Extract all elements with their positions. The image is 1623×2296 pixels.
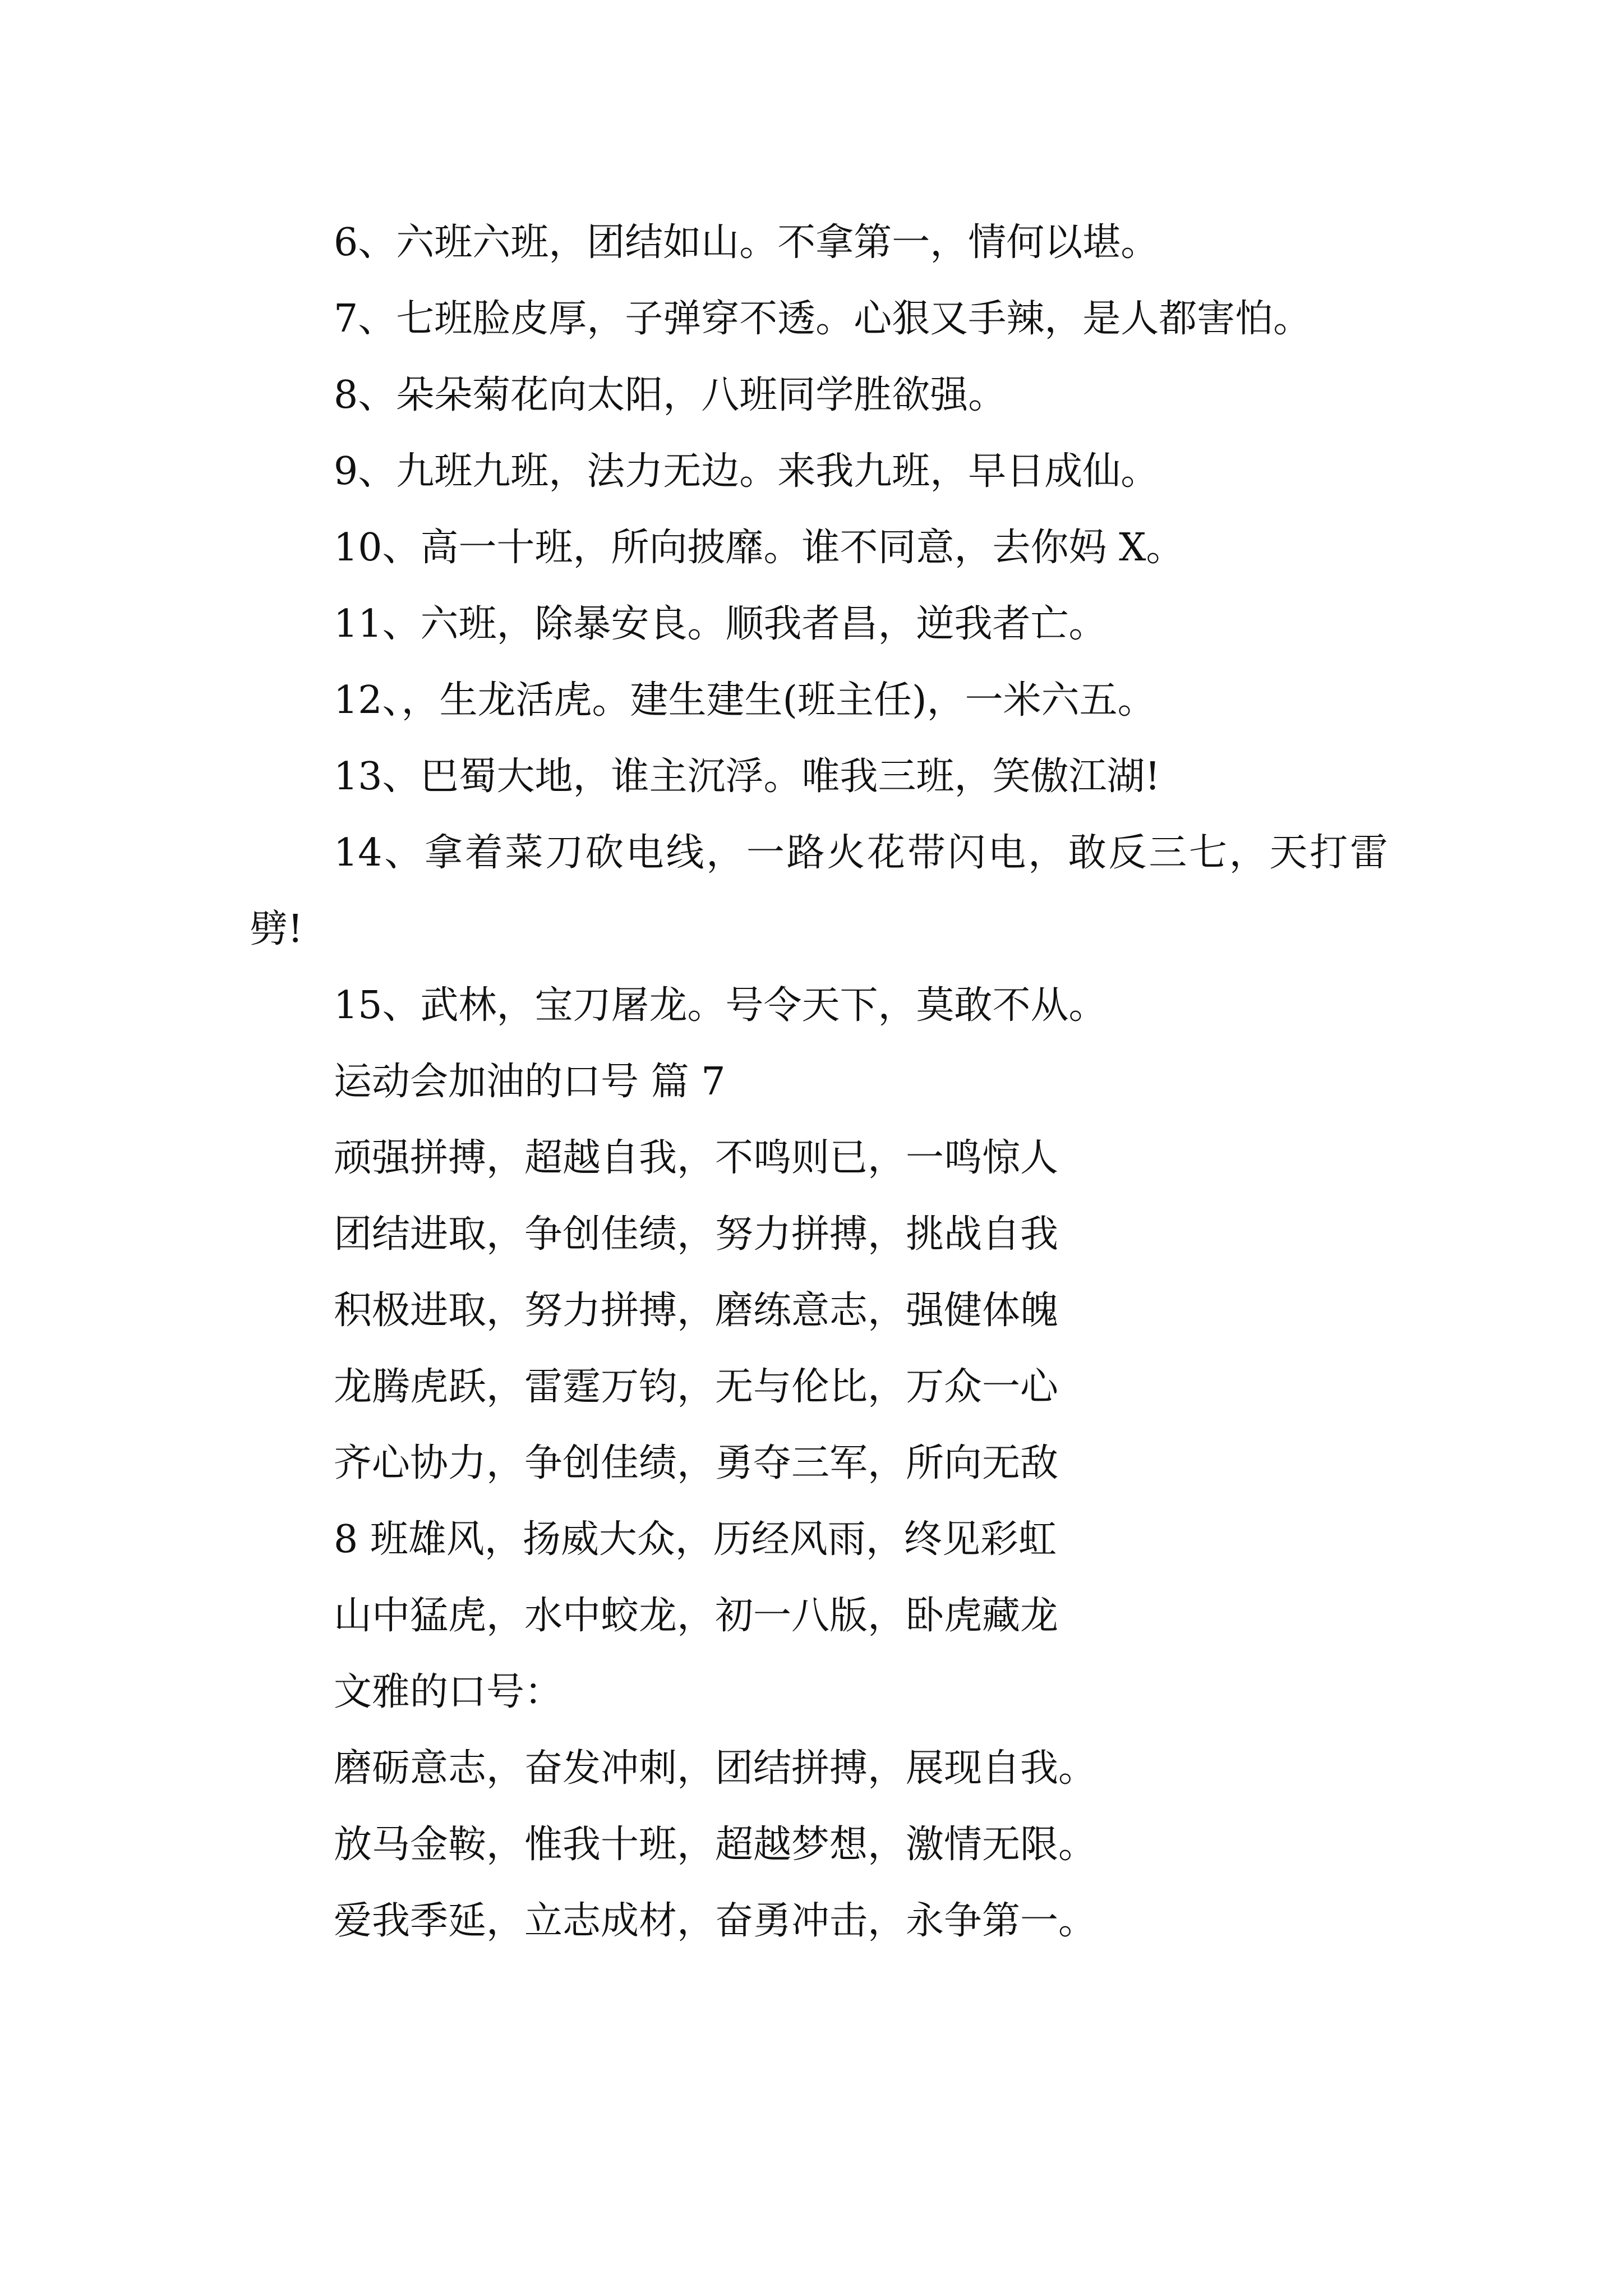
paragraph-slogan-11: 11、六班，除暴安良。顺我者昌，逆我者亡。: [334, 602, 1107, 646]
paragraph-line: 放马金鞍，惟我十班，超越梦想，激情无限。: [334, 1823, 1097, 1867]
paragraph-slogan-6: 6、六班六班，团结如山。不拿第一，情何以堪。: [334, 220, 1159, 265]
paragraph-slogan-9: 9、九班九班，法力无边。来我九班，早日成仙。: [334, 449, 1159, 494]
paragraph-slogan-15: 15、武林，宝刀屠龙。号令天下，莫敢不从。: [334, 983, 1107, 1028]
section-heading: 运动会加油的口号 篇 7: [334, 1060, 726, 1104]
paragraph-slogan-13: 13、巴蜀大地，谁主沉浮。唯我三班，笑傲江湖!: [334, 754, 1160, 799]
paragraph-line: 顽强拼搏，超越自我，不鸣则已，一鸣惊人: [334, 1136, 1059, 1180]
paragraph-line: 山中猛虎，水中蛟龙，初一八版，卧虎藏龙: [334, 1594, 1059, 1638]
paragraph-slogan-10: 10、高一十班，所向披靡。谁不同意，去你妈 X。: [334, 526, 1184, 570]
subheading-elegant-slogans: 文雅的口号：: [334, 1670, 563, 1714]
document-body: [250, 205, 1388, 1959]
paragraph-line: 积极进取，努力拼搏，磨练意志，强健体魄: [334, 1289, 1059, 1333]
paragraph-slogan-14: 14、拿着菜刀砍电线，一路火花带闪电，敢反三七，天打雷劈!: [250, 831, 1388, 951]
paragraph-slogan-8: 8、朵朵菊花向太阳，八班同学胜欲强。: [334, 373, 1007, 417]
paragraph-line: 团结进取，争创佳绩，努力拼搏，挑战自我: [334, 1212, 1059, 1257]
paragraph-line: 磨砺意志，奋发冲刺，团结拼搏，展现自我。: [334, 1746, 1097, 1791]
paragraph-line: 爱我季延，立志成材，奋勇冲击，永争第一。: [334, 1899, 1097, 1943]
paragraph-line: 龙腾虎跃，雷霆万钧，无与伦比，万众一心: [334, 1365, 1059, 1409]
paragraph-slogan-7: 7、七班脸皮厚，子弹穿不透。心狠又手辣，是人都害怕。: [334, 297, 1312, 341]
paragraph-line: 齐心协力，争创佳绩，勇夺三军，所向无敌: [334, 1441, 1059, 1485]
paragraph-slogan-12: 12、，生龙活虎。建生建生(班主任)，一米六五。: [334, 678, 1156, 723]
paragraph-line: 8 班雄风，扬威大众，历经风雨，终见彩虹: [334, 1517, 1057, 1562]
